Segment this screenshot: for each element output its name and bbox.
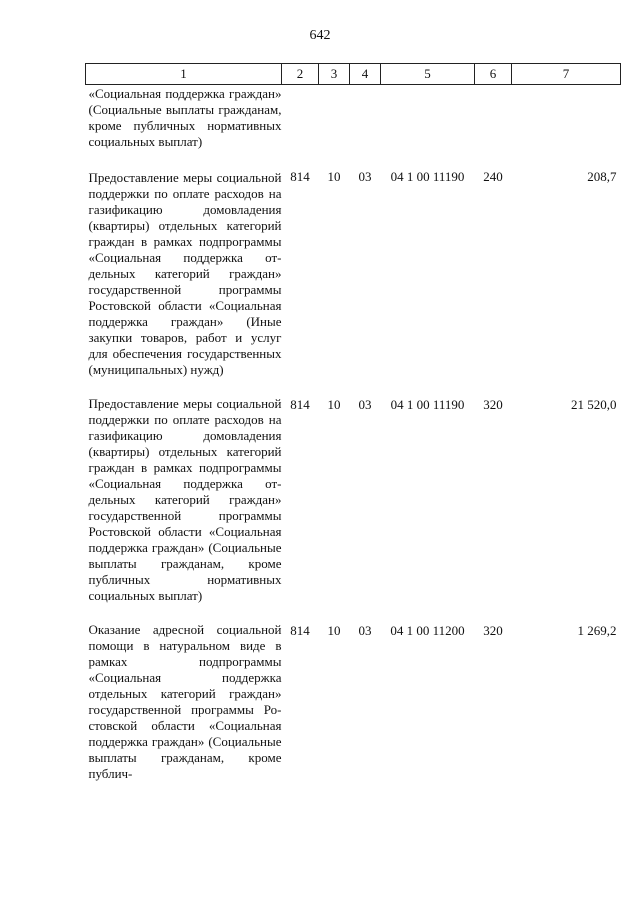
header-col-1: 1 xyxy=(86,64,282,85)
row-ministry-code: 814 xyxy=(290,397,310,412)
table-row xyxy=(86,168,621,396)
row-ministry-code: 814 xyxy=(290,623,310,638)
row-amount xyxy=(512,85,621,169)
header-col-4: 4 xyxy=(350,64,381,85)
budget-table xyxy=(85,63,621,800)
header-col-2: 2 xyxy=(282,64,319,85)
row-target-article xyxy=(381,85,475,169)
row-subsection: 03 xyxy=(358,397,372,412)
table-row xyxy=(86,85,621,169)
row-subsection xyxy=(350,85,381,169)
header-col-7: 7 xyxy=(512,64,621,85)
row-expense-type xyxy=(475,85,512,169)
table-header-row xyxy=(86,64,621,85)
row-target-article: 04 1 00 11190 xyxy=(390,397,465,412)
row-expense-type: 320 xyxy=(483,623,503,638)
row-amount: 1 269,2 xyxy=(577,623,617,638)
header-col-6: 6 xyxy=(475,64,512,85)
row-section: 10 xyxy=(327,397,341,412)
table-row xyxy=(86,622,621,800)
row-target-article: 04 1 00 11190 xyxy=(390,169,465,184)
row-ministry-code: 814 xyxy=(290,169,310,184)
row-target-article: 04 1 00 11200 xyxy=(390,623,465,638)
row-description: «Социальная поддержка граждан» (Социальные выплаты гражданам, кроме публичных нормативных социальных выплат) xyxy=(88,86,282,149)
row-description: Оказание адресной социальной помощи в натуральном виде в рамках подпрограммы «Социальная поддержка отдельных категорий граждан» государственной программы Ростовской области «Социальная поддержка граждан» (Социальные выплаты гражданам, кроме публич- xyxy=(88,622,282,781)
header-col-3: 3 xyxy=(319,64,350,85)
row-expense-type: 240 xyxy=(483,169,503,184)
row-subsection: 03 xyxy=(358,169,372,184)
row-section xyxy=(319,85,350,169)
row-subsection: 03 xyxy=(358,623,372,638)
page-number: 642 xyxy=(309,28,331,43)
row-description: Предоставление меры социальной поддержки по оплате расходов на газификацию домовладения (квартиры) отдельных категорий граждан в рамках подпрограммы «Социальная поддержка отдельных категорий граждан» государственной программы Ростовской области «Социальная поддержка граждан» (Иные закупки товаров, работ и услуг для обеспечения государственных (муниципальных) нужд) xyxy=(88,170,282,377)
row-section: 10 xyxy=(327,169,341,184)
row-expense-type: 320 xyxy=(483,397,503,412)
table-row xyxy=(86,396,621,622)
row-amount: 21 520,0 xyxy=(571,397,617,412)
row-amount: 208,7 xyxy=(587,169,617,184)
row-section: 10 xyxy=(327,623,341,638)
header-col-5: 5 xyxy=(381,64,475,85)
row-ministry-code xyxy=(282,85,319,169)
row-description: Предоставление меры социальной поддержки по оплате расходов на газификацию домовладения (квартиры) отдельных категорий граждан в рамках подпрограммы «Социальная поддержка отдельных категорий граждан» государственной программы Ростовской области «Социальная поддержка граждан» (Социальные выплаты гражданам, кроме публичных нормативных социальных выплат) xyxy=(88,396,282,603)
